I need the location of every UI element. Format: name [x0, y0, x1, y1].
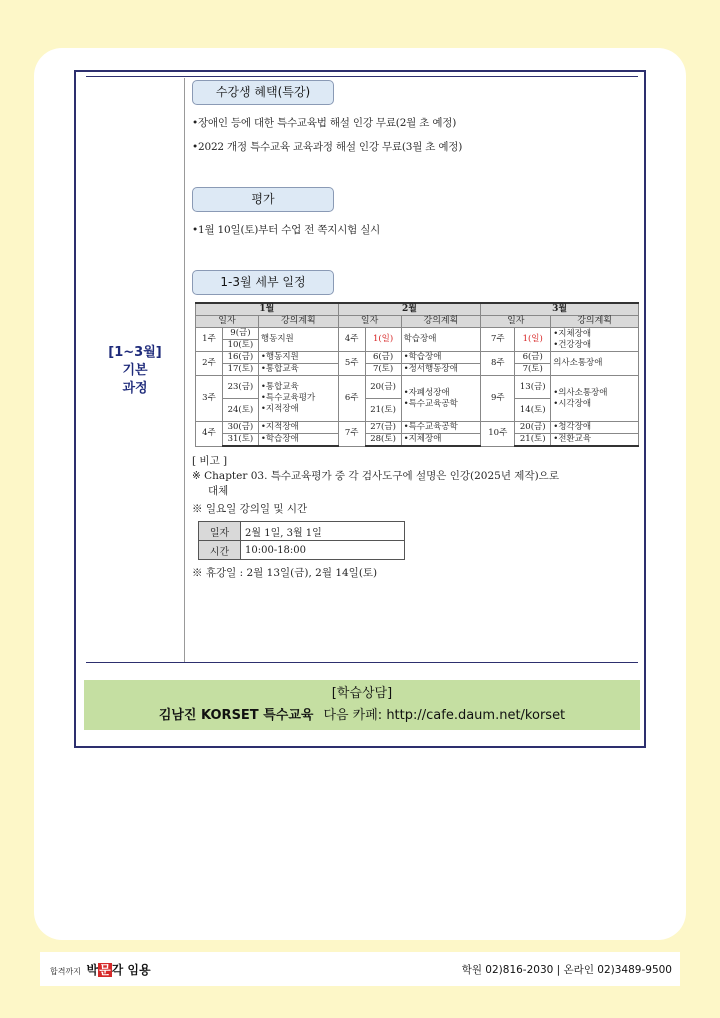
date-cell: 7(토) — [515, 364, 551, 376]
footer-contact: 학원 02)816-2030 | 온라인 02)3489-9500 — [461, 964, 672, 976]
bottom-divider — [86, 662, 638, 663]
month-header-row — [196, 303, 639, 316]
plan-cell: •특수교육공학 — [401, 422, 481, 434]
month-january: 1월 — [196, 303, 339, 316]
note-chapter3: ※ Chapter 03. 특수교육평가 중 각 검사도구에 설명은 인강(2025년 제작)으로 — [192, 470, 559, 482]
date-cell: 6(금) — [515, 352, 551, 364]
week-label: 3주 — [196, 376, 223, 422]
note-sunday: ※ 일요일 강의일 및 시간 — [192, 503, 308, 515]
logo-brand-a: 박 — [86, 963, 99, 977]
column-header-row — [196, 316, 639, 328]
week-label: 4주 — [196, 422, 223, 447]
date-cell: 31(토) — [222, 434, 258, 447]
col-date: 일자 — [196, 316, 259, 328]
benefit-item: •장애인 등에 대한 특수교육법 해설 인강 무료(2월 초 예정) — [192, 117, 457, 129]
logo-brand-c: 각 임용 — [111, 963, 151, 977]
week-label: 1주 — [196, 328, 223, 352]
week-label: 7주 — [338, 422, 365, 447]
plan-cell: •학습장애 — [401, 352, 481, 364]
plan-line: •시각장애 — [553, 398, 592, 409]
plan-line: •자폐성장애 — [403, 387, 450, 398]
date-cell: 20(금) — [365, 376, 401, 399]
footer-bar — [40, 952, 680, 986]
plan-line: •지적장애 — [260, 404, 299, 414]
schedule-heading: 1-3월 세부 일정 — [192, 270, 334, 295]
logo-tagline: 합격까지 — [50, 967, 81, 976]
week-label: 6주 — [338, 376, 365, 422]
date-cell: 9(금) — [222, 328, 258, 340]
date-cell: 30(금) — [222, 422, 258, 434]
plan-cell — [258, 376, 338, 422]
date-cell: 24(토) — [222, 399, 258, 422]
plan-cell: 행동지원 — [258, 328, 338, 352]
plan-cell: •전환교육 — [551, 434, 639, 447]
logo-brand-b: 문 — [99, 963, 111, 977]
col-plan: 강의계획 — [258, 316, 338, 328]
plan-cell — [401, 376, 481, 422]
course-period: [1~3월] — [108, 345, 162, 360]
week-label: 8주 — [481, 352, 515, 376]
table-row — [199, 541, 405, 560]
sunday-value: 10:00-18:00 — [241, 541, 405, 560]
note-holiday: ※ 휴강일 : 2월 13일(금), 2월 14일(토) — [192, 567, 378, 579]
note-chapter3-cont: 대체 — [208, 485, 229, 497]
date-cell: 28(토) — [365, 434, 401, 447]
table-row — [196, 422, 639, 434]
plan-cell — [551, 328, 639, 352]
top-divider — [86, 76, 638, 77]
date-cell: 27(금) — [365, 422, 401, 434]
week-label: 4주 — [338, 328, 365, 352]
benefits-heading: 수강생 혜택(특강) — [192, 80, 334, 105]
month-february: 2월 — [338, 303, 481, 316]
date-cell: 16(금) — [222, 352, 258, 364]
week-label: 10주 — [481, 422, 515, 447]
footer-logo — [50, 961, 151, 978]
schedule-table — [195, 302, 639, 447]
sunday-key: 시간 — [199, 541, 241, 560]
col-plan: 강의계획 — [401, 316, 481, 328]
sunday-value: 2월 1일, 3월 1일 — [241, 522, 405, 541]
evaluation-item: •1월 10일(토)부터 수업 전 쪽지시험 실시 — [192, 224, 381, 236]
table-row — [196, 434, 639, 447]
plan-line: •의사소통장애 — [553, 387, 608, 398]
date-cell: 7(토) — [365, 364, 401, 376]
col-date: 일자 — [338, 316, 401, 328]
table-row — [196, 352, 639, 364]
month-march: 3월 — [481, 303, 639, 316]
table-row — [196, 376, 639, 399]
plan-line: •통합교육 — [260, 382, 299, 392]
notes-heading: [ 비고 ] — [192, 455, 228, 467]
date-cell: 14(토) — [515, 399, 551, 422]
plan-cell: •학습장애 — [258, 434, 338, 447]
table-row — [196, 328, 639, 340]
plan-line: •지체장애 — [553, 328, 592, 339]
plan-cell: •정서행동장애 — [401, 364, 481, 376]
evaluation-heading: 평가 — [192, 187, 334, 212]
cafe-link[interactable]: 다음 카페: http://cafe.daum.net/korset — [323, 708, 566, 723]
consult-banner — [84, 680, 640, 730]
column-divider — [184, 78, 185, 662]
col-date: 일자 — [481, 316, 551, 328]
date-cell: 21(토) — [515, 434, 551, 447]
course-content — [192, 80, 642, 581]
banner-brand: 김남진 KORSET 특수교육 — [158, 708, 314, 723]
date-cell: 21(토) — [365, 399, 401, 422]
plan-cell: •지적장애 — [258, 422, 338, 434]
week-label: 2주 — [196, 352, 223, 376]
content-frame — [74, 70, 646, 748]
plan-line: •특수교육평가 — [260, 393, 316, 403]
date-cell: 6(금) — [365, 352, 401, 364]
plan-cell: •통합교육 — [258, 364, 338, 376]
date-cell: 23(금) — [222, 376, 258, 399]
sunday-key: 일자 — [199, 522, 241, 541]
plan-cell: •청각장애 — [551, 422, 639, 434]
date-cell: 10(토) — [222, 340, 258, 352]
banner-title: [학습상담] — [331, 686, 393, 701]
plan-cell: 의사소통장애 — [551, 352, 639, 376]
course-name-1: 기본 — [122, 363, 148, 378]
date-cell: 17(토) — [222, 364, 258, 376]
plan-cell: •지체장애 — [401, 434, 481, 447]
date-cell: 20(금) — [515, 422, 551, 434]
plan-line: •특수교육공학 — [403, 398, 458, 409]
plan-cell: •행동지원 — [258, 352, 338, 364]
week-label: 5주 — [338, 352, 365, 376]
course-name-2: 과정 — [122, 381, 148, 396]
table-row — [199, 522, 405, 541]
plan-cell: 학습장애 — [401, 328, 481, 352]
plan-line: •건강장애 — [553, 339, 592, 350]
plan-cell — [551, 376, 639, 422]
sunday-date-cell: 1(일) — [515, 328, 551, 352]
logo-brand — [86, 963, 150, 977]
course-label — [86, 344, 184, 398]
col-plan: 강의계획 — [551, 316, 639, 328]
sunday-date-cell: 1(일) — [365, 328, 401, 352]
sunday-table — [198, 521, 405, 560]
benefit-item: •2022 개정 특수교육 교육과정 해설 인강 무료(3월 초 예정) — [192, 141, 463, 153]
banner-info — [84, 705, 640, 727]
week-label: 7주 — [481, 328, 515, 352]
week-label: 9주 — [481, 376, 515, 422]
date-cell: 13(금) — [515, 376, 551, 399]
